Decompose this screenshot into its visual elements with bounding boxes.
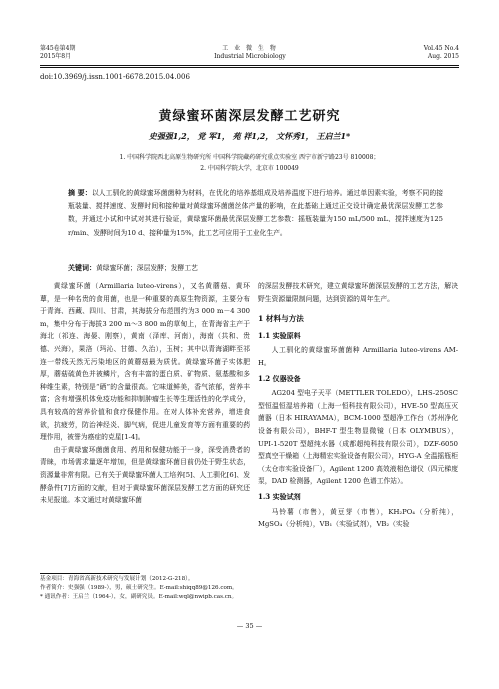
keywords-label: 关键词： xyxy=(68,263,96,272)
right-column xyxy=(258,280,458,531)
materials-paragraph: 人工驯化的黄绿蜜环菌菌种 Armillaria luteo-virens AM-H。 xyxy=(258,346,458,367)
header-date-cn: 2015年8月 xyxy=(40,53,72,60)
subsection-heading-reagents: 1.3 实验试剂 xyxy=(258,491,301,501)
header-rule xyxy=(40,65,459,66)
journal-name-cn: 工 业 微 生 物 xyxy=(222,45,278,52)
header-date-en: Aug. 2015 xyxy=(427,53,459,60)
footnote-rule xyxy=(40,573,140,574)
affiliation-1: 1. 中国科学院西北高原生物研究所 中国科学院藏药研究重点实验室 西宁市新宁路23号 810008； xyxy=(119,154,380,161)
header-volume-en: Vol.45 No.4 xyxy=(423,45,459,52)
affiliations xyxy=(0,152,499,174)
footnote-author: 作者简介：史强强（1989-），男，硕士研究生。E-mail:shiqq89@126.com。 xyxy=(40,585,238,591)
intro-continued: 的深层发酵技术研究，建立黄绿蜜环菌深层发酵的工艺方法，解决野生资源量限制问题，达到资源的周年生产。 xyxy=(258,282,458,303)
intro-paragraph-1: 黄绿蜜环菌（Armillaria luteo-virens），又名黄蘑菇、黄环蕈，是一种名贵的食用菌，也是一种重要的高原生物资源，主要分布于青海、西藏、四川、甘肃，其海拔分布范围约为3 000 m－4 300 m，集中分布于海拔3 200 m～3 800 m的草甸上，在青海省主产于海北（祁连、海晏、刚察），黄南（泽库、河南），海南（共和、贵德、兴海），果洛（玛沁、甘德、久治），玉树；其中以青海湖畔至祁连一带线天然无污染地区的黄蘑菇最为质优。黄绿蜜环菌子实体肥厚，蘑菇硫黄色并被鳞片，含有丰富的蛋白质、矿物质、氨基酸和多种维生素，特别是“硒”的含量很高。它味道鲜美，香气浓郁，营养丰富；含有增强机体免疫功能和抑制肿瘤生长等生理活性的化学成分，具有较高的营养价值和食疗保健作用。在对人体补充营养，增进食欲，抗疲劳，防治神经炎、脚气病，促进儿童发育等方面有重要的药理作用，被誉为癌症的克星[1-4]。 xyxy=(40,282,250,442)
affiliation-2: 2. 中国科学院大学，北京市 100049 xyxy=(200,165,299,172)
equipment-paragraph: AG204 型电子天平（METTLER TOLEDO），LHS-250SC 型恒温恒湿培养箱（上海一恒科技有限公司），HVE-50 型高压灭菌器（日本 HIRAYAMA），BCM-1000 型超净工作台（苏州净化设备有限公司），BHF-T 型生物显微镜（日本 OLYMBUS），UPI-1-520T 型超纯水器（成都超纯科技有限公司），DZF-6050 型真空干燥箱（上海精宏实验设备有限公司），HYG-A 全温摇瓶柜（太仓市实验设备厂），Agilent 1200 高效液相色谱仪（四元梯度泵，DAD 检测器，Agilent 1200 色谱工作站）。 xyxy=(258,389,458,486)
reagents-paragraph: 马铃薯（市售），黄豆芽（市售），KH₂PO₄（分析纯），MgSO₄（分析纯），VB₁（实验试剂），VB₂（实验 xyxy=(258,507,458,529)
footnote-funding: 基金项目：青海省高新技术研究与发展计划（2012-G-218）。 xyxy=(40,576,194,582)
journal-name-en: Industrial Microbiology xyxy=(214,53,286,60)
header-volume-cn: 第45卷第4期 xyxy=(40,45,76,52)
header-center xyxy=(175,45,325,61)
doi[interactable]: doi:10.3969/j.issn.1001-6678.2015.04.006 xyxy=(40,73,190,81)
subsection-heading-materials: 1.1 实验原料 xyxy=(258,330,301,340)
abstract xyxy=(68,186,443,240)
header-rule-thin xyxy=(40,67,459,68)
page-number: — 35 — xyxy=(236,622,263,630)
left-column xyxy=(40,280,250,507)
intro-paragraph-2: 由于黄绿蜜环菌菌食用、药用和保健功能于一身，深受消费者的青睐，市场需求量逐年增加，但是黄绿蜜环菌目前仍处于野生状态，资源量非常有限。已有关于黄绿蜜环菌人工培养[5]、人工驯化[6]、发酵条件[7]方面的文献，但对于黄绿蜜环菌深层发酵工艺方面的研究还未见报道。本文通过对黄绿蜜环菌 xyxy=(40,445,250,505)
footnote-corresponding: * 通讯作者：王启兰（1964-），女，副研究员。E-mail:wql@nwipb.cas.cn。 xyxy=(40,594,238,600)
keywords-text: 黄绿蜜环菌；深层发酵；发酵工艺 xyxy=(96,264,198,272)
section-heading-materials-methods: 1 材料与方法 xyxy=(258,314,304,324)
abstract-label: 摘 要： xyxy=(68,188,92,197)
authors: 史强强1,2， 党 军1， 苑 祥1,2， 文怀秀1， 王启兰1* xyxy=(148,131,351,141)
header-right xyxy=(424,45,459,61)
abstract-text: 以人工驯化的黄绿蜜环菌菌种为材料，在优化的培养基组成及培养温度下进行培养。通过单因素实验，考察不同的接瓶装量、搅拌速度、发酵时间和接种量对黄绿蜜环菌菌丝体产量的影响，在此基础上通过正交设计确定最优深层发酵工艺参数，并通过小试和中试对其进行验证，黄绿蜜环菌最优深层发酵工艺参数：摇瓶装量为150 mL/500 mL、搅拌速度为125 r/min、发酵时间为10 d、接种量为15%，此工艺可应用于工业化生产。 xyxy=(68,189,444,237)
keywords xyxy=(68,262,443,273)
article-title: 黄绿蜜环菌深层发酵工艺研究 xyxy=(158,109,341,124)
footnotes xyxy=(40,575,320,602)
header-left xyxy=(40,45,75,61)
subsection-heading-equipment: 1.2 仪器设备 xyxy=(258,373,301,383)
